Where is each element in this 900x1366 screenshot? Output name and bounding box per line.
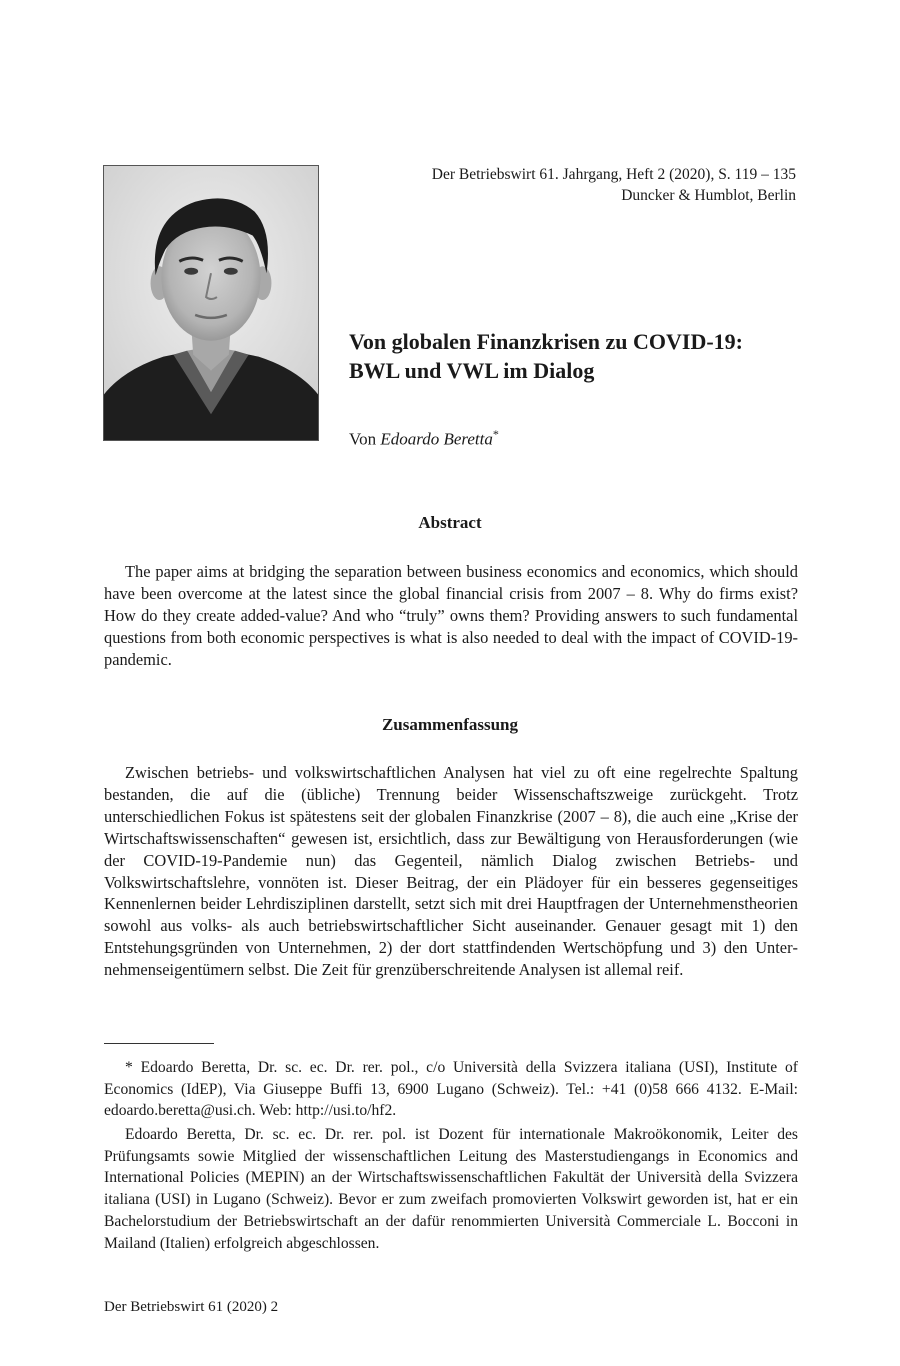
byline <box>349 423 499 451</box>
author-photo <box>103 165 319 441</box>
journal-line: Der Betriebswirt 61. Jahrgang, Heft 2 (2020), S. 119 – 135 <box>431 166 796 183</box>
footnote-contact: * Edoardo Beretta, Dr. sc. ec. Dr. rer. pol., c/o Università della Svizzera italiana (USI), Institute of Economics (IdEP), Via Giuseppe Buffi 13, 6900 Lugano (Schweiz). Tel.: +41 (0)58 666 4132. E-Mail: edoardo.beretta@usi.ch. Web: http://usi.to/hf2. <box>104 1059 798 1120</box>
journal-header <box>356 164 796 206</box>
zusammenfassung-heading: Zusammenfassung <box>381 715 519 734</box>
abstract-heading: Abstract <box>418 513 482 532</box>
publisher-line: Duncker & Humblot, Berlin <box>621 187 796 204</box>
footnote-divider <box>104 1043 214 1044</box>
page-footer: Der Betriebswirt 61 (2020) 2 <box>104 1299 279 1315</box>
abstract-text: The paper aims at bridging the separation between business economics and economics, which should have been overcome at the latest since the global financial crisis from 2007 – 8. Why do firms exist? How do they create added-value? And who “truly” owns them? Providing answers to such fundamental questions from both economic perspectives is what is also needed to deal with the impact of COVID-19-pandemic. <box>104 562 798 669</box>
author-footnote-mark: * <box>492 427 499 441</box>
zusammenfassung-text: Zwischen betriebs- und volkswirtschaftlichen Analysen hat viel zu oft eine regelrechte Spaltung bestanden, die auf die (übliche) Trennung beider Wissenschaftszweige zurückgeht. Trotz unterschiedlichen Fokus ist spätestens seit der globalen Finanzkrise (2007 – 8), die auch eine „Krise der Wirtschaftswissenschaften“ gewesen ist, ersichtlich, dass zur Bewältigung von Herausforderungen (wie der COVID-19-Pandemie nun) das Gegenteil, nämlich Dialog zwischen Betriebs- und Volkswirtschaftslehre, vonnöten ist. Dieser Beitrag, der ein Plädoyer für ein besseres gegenseitiges Kennenlernen beider Lehrdisziplinen darstellt, setzt sich mit drei Hauptfragen der Unternehmenstheorien sowohl aus volks- als auch betriebswirtschaftlicher Sicht auseinander. Genauer gesagt mit 1) den Entstehungsgründen von Unternehmen, 2) der dort stattfindenden Wertschöpfung und 3) den Unternehmenseigentümern selbst. Die Zeit für grenzüberschreitende Analysen ist allemal reif. <box>104 763 798 980</box>
title-line-1: Von globalen Finanzkrisen zu COVID-19: <box>349 329 744 354</box>
author-name: Edoardo Beretta <box>380 429 493 449</box>
footnote-bio: Edoardo Beretta, Dr. sc. ec. Dr. rer. pol. ist Dozent für internationale Makroökonomik, Leiter des Prüfungsamts sowie Mitglied der wissenschaftlichen Leitung des Masterstudiengangs in Economics and International Policies (MEPIN) an der Wirtschaftswissenschaftlichen Fakultät der Università della Svizzera italiana (USI) in Lugano (Schweiz). Bevor er zum zweifach promovierten Volkswirt geworden ist, hat er ein Bachelorstudium der Betriebswirtschaft an der dafür renommierten Università Commerciale L. Bocconi in Mailand (Italien) erfolgreich abgeschlossen. <box>104 1126 798 1252</box>
title-line-2: BWL und VWL im Dialog <box>349 358 595 383</box>
byline-prefix: Von <box>349 429 381 449</box>
article-title <box>349 327 809 385</box>
